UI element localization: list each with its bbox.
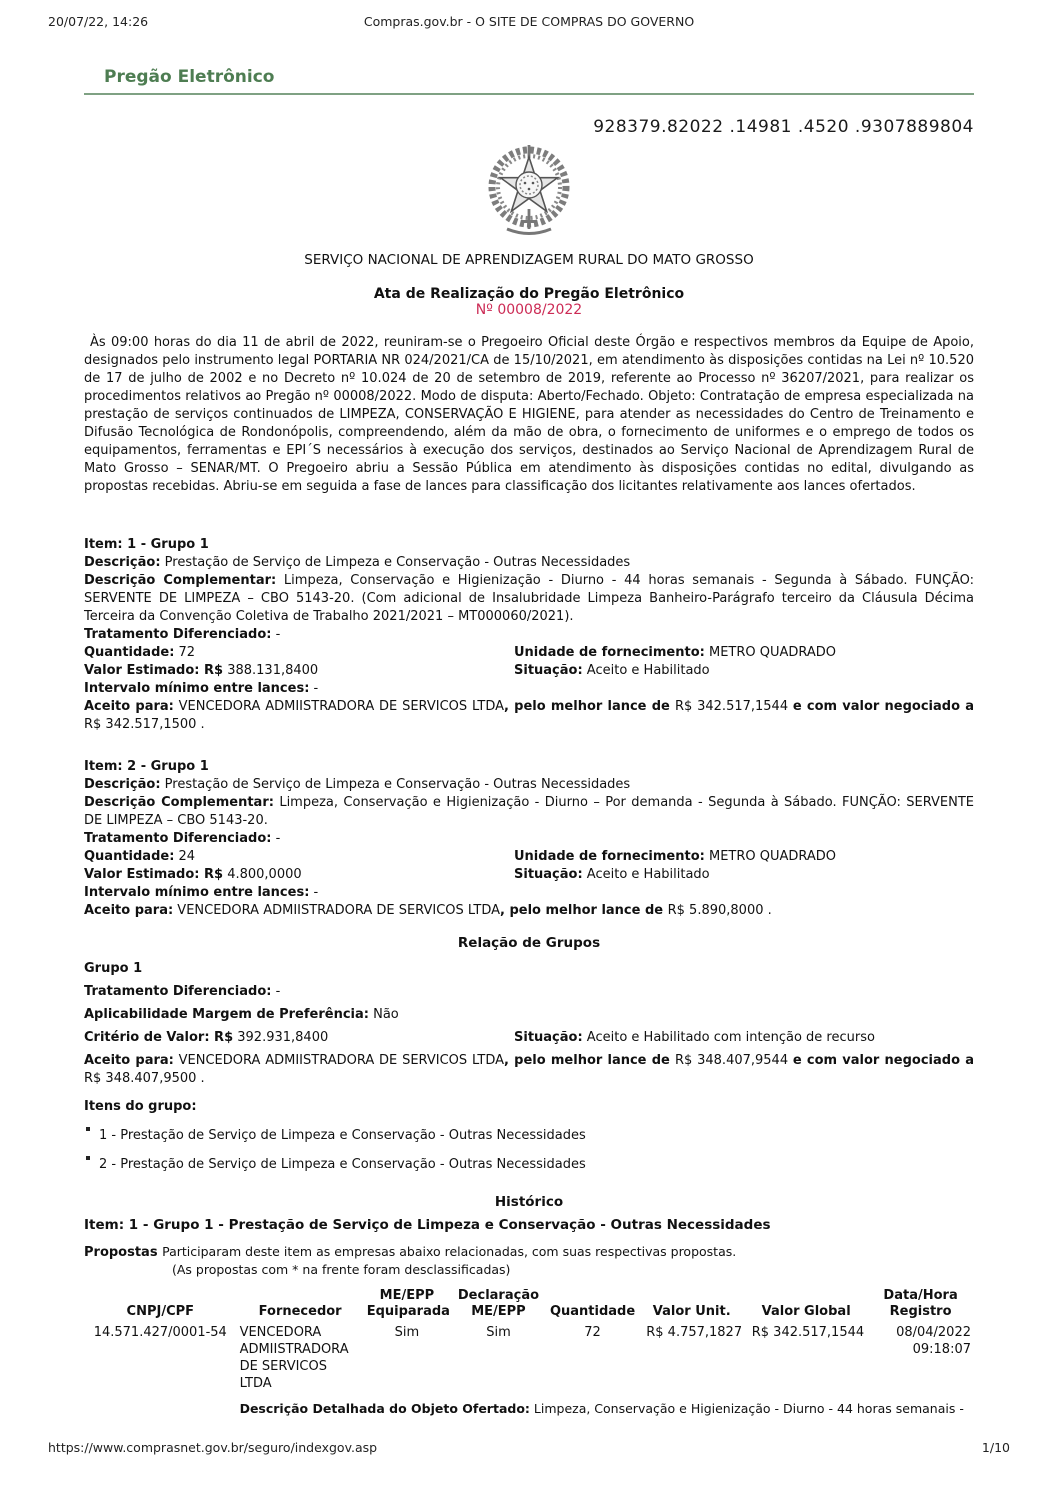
descricao-complementar-line [84,572,974,626]
unidade-label: Unidade de fornecimento: [514,849,705,864]
quantidade-line [84,644,514,662]
square-bullet-icon [86,1127,90,1131]
aceito-para-item-1 [84,698,974,734]
situacao-label: Situação: [514,663,583,678]
historico-heading: Histórico [494,1194,564,1210]
valor-estimado-value: 4.800,0000 [223,867,302,882]
criterio-line [84,1029,514,1047]
aceito-para-item-2 [84,902,974,920]
quantidade-line [84,848,514,866]
table-row [84,1322,974,1394]
cell-valor-global: R$ 342.517,1544 [751,1325,865,1340]
descricao-complementar-label: Descrição Complementar: [84,573,277,588]
aceito-label: Aceito para: [84,1053,174,1068]
cell-valor-unit: R$ 4.757,1827 [646,1325,743,1340]
cell-quantidade: 72 [584,1325,601,1340]
propostas-text: Participaram deste item as empresas abaixo relacionadas, com suas respectivas propostas. [162,1244,737,1259]
cell-empty [84,1394,237,1419]
cell-declaracao: Sim [486,1325,511,1340]
descricao-complementar-value: Limpeza, Conservação e Higienização - Diurno – Por demanda - Segunda à Sábado. FUNÇÃO: SERVENTE DE LIMPEZA – CBO 5143-20. [84,795,974,828]
lance-value: R$ 342.517,1544 [675,699,793,714]
aceito-company: VENCEDORA ADMIISTRADORA DE SERVICOS LTDA [173,1053,505,1068]
tratamento-line [84,626,974,644]
descricao-value: Prestação de Serviço de Limpeza e Conservação - Outras Necessidades [160,777,631,792]
criterio-label: Critério de Valor: R$ [84,1030,234,1045]
valor-negociado-label: e com valor negociado a [792,1053,974,1068]
intervalo-label: Intervalo mínimo entre lances: [84,885,310,900]
tratamento-value: - [271,831,281,846]
square-bullet-icon [86,1156,90,1160]
th-cnpj: CNPJ/CPF [126,1304,195,1319]
quantidade-label: Quantidade: [84,645,175,660]
print-footer [48,1440,1010,1455]
situacao-line [514,866,710,884]
intervalo-line [84,884,974,902]
footer-page-number: 1/10 [981,1440,1010,1455]
descricao-label: Descrição: [84,777,161,792]
situacao-value: Aceito e Habilitado [582,867,710,882]
itens-do-grupo-label: Itens do grupo: [84,1099,197,1114]
footer-url: https://www.comprasnet.gov.br/seguro/indexgov.asp [48,1440,378,1455]
propostas-table-header [84,1286,974,1322]
grupo-situacao-line [514,1029,875,1047]
cell-fornecedor: VENCEDORA ADMIISTRADORA DE SERVICOS LTDA [239,1325,349,1391]
descricao-line [84,776,974,794]
propostas-note: (As propostas com * na frente foram desclassificadas) [172,1262,511,1277]
melhor-lance-label: , pelo melhor lance de [504,1053,676,1068]
historico-item-heading: Item: 1 - Grupo 1 - Prestação de Serviço de Limpeza e Conservação - Outras Necessidades [84,1217,771,1233]
section-title-bar [84,67,974,95]
item-heading: Item: 1 - Grupo 1 [84,537,209,552]
fields-row [84,866,974,884]
valor-estimado-label: Valor Estimado: R$ [84,663,224,678]
situacao-line [514,662,710,680]
cell-me-epp: Sim [394,1325,420,1340]
propostas-table [84,1286,974,1419]
descricao-label: Descrição: [84,555,161,570]
print-datetime: 20/07/22, 14:26 [48,14,149,29]
margem-label: Aplicabilidade Margem de Preferência: [84,1007,369,1022]
descricao-complementar-value: Limpeza, Conservação e Higienização - Diurno - 44 horas semanais - Segunda à Sábado. FUNÇÃO: SERVENTE DE LIMPEZA – CBO 5143-20. (Com adicional de Insalubridade Limpeza Banheiro-Parágrafo terceiro da Cláusula Décima Terceira da Convenção Coletiva de Trabalho 2021/2021 – MT000060/2021). [84,573,974,624]
document-content [84,67,974,1419]
valor-estimado-label: Valor Estimado: R$ [84,867,224,882]
unidade-line [514,848,836,866]
lance-value: R$ 5.890,8000 . [667,903,772,918]
print-header [48,14,1010,31]
valor-negociado-label: e com valor negociado a [792,699,974,714]
unidade-value: METRO QUADRADO [704,849,837,864]
print-title: Compras.gov.br - O SITE DE COMPRAS DO GOVERNO [363,14,695,29]
situacao-value: Aceito e Habilitado com intenção de recurso [582,1030,875,1045]
valor-estimado-value: 388.131,8400 [223,663,319,678]
tratamento-value: - [271,984,281,999]
descricao-detalhada-label: Descrição Detalhada do Objeto Ofertado: [239,1401,530,1416]
aceito-company: VENCEDORA ADMIISTRADORA DE SERVICOS LTDA [173,903,500,918]
relacao-grupos-heading: Relação de Grupos [457,935,601,951]
th-data-hora: Data/Hora Registro [883,1288,958,1319]
cell-cnpj: 14.571.427/0001-54 [93,1325,227,1340]
aceito-label: Aceito para: [84,699,174,714]
fields-row [84,848,974,866]
melhor-lance-label: , pelo melhor lance de [504,699,676,714]
lance-value: R$ 348.407,9544 [675,1053,793,1068]
negociado-value: R$ 342.517,1500 . [84,717,205,732]
unidade-line [514,644,836,662]
tratamento-label: Tratamento Diferenciado: [84,984,272,999]
aceito-para-grupo [84,1052,974,1088]
fields-row [84,644,974,662]
org-name: SERVIÇO NACIONAL DE APRENDIZAGEM RURAL DO MATO GROSSO [304,252,754,268]
section-title: Pregão Eletrônico [104,67,275,87]
descricao-value: Prestação de Serviço de Limpeza e Conservação - Outras Necessidades [160,555,631,570]
propostas-line [84,1243,974,1261]
melhor-lance-label: , pelo melhor lance de [500,903,668,918]
th-me-epp: ME/EPP Equiparada [366,1288,450,1319]
quantidade-value: 72 [174,645,196,660]
th-quantidade: Quantidade [549,1304,636,1319]
th-valor-unit: Valor Unit. [652,1304,731,1319]
tratamento-label: Tratamento Diferenciado: [84,627,272,642]
descricao-detalhada-text: Limpeza, Conservação e Higienização - Diurno - 44 horas semanais - [529,1401,964,1416]
propostas-label: Propostas [84,1245,163,1260]
intervalo-line [84,680,974,698]
negociado-value: R$ 348.407,9500 . [84,1071,205,1086]
unidade-value: METRO QUADRADO [704,645,837,660]
grupo-item-text: 2 - Prestação de Serviço de Limpeza e Conservação - Outras Necessidades [99,1157,586,1172]
quantidade-value: 24 [174,849,196,864]
valor-estimado-line [84,866,514,884]
valor-estimado-line [84,662,514,680]
intervalo-value: - [309,885,319,900]
intro-paragraph: Às 09:00 horas do dia 11 de abril de 2022, reuniram-se o Pregoeiro Oficial deste Órgão e respectivos membros da Equipe de Apoio, designados pelo instrumento legal PORTARIA NR 024/2021/CA de 15/10/2021, em atendimento às disposições contidas na Lei nº 10.520 de 17 de julho de 2002 e no Decreto nº 10.024 de 20 de setembro de 2019, referente ao Processo nº 36207/2021, para realizar os procedimentos relativos ao Pregão nº 00008/2022. Modo de disputa: Aberto/Fechado. Objeto: Contratação de empresa especializada na prestação de serviços continuados de LIMPEZA, CONSERVAÇÃO E HIGIENE, para atender as necessidades do Centro de Treinamento e Difusão Tecnológica de Rondonópolis, compreendendo, além da mão de obra, o fornecimento de uniformes e o emprego de todos os equipamentos, ferramentas e EPI´S necessários à execução dos serviços, destinados ao Serviço Nacional de Aprendizagem Rural de Mato Grosso – SENAR/MT. O Pregoeiro abriu a Sessão Pública em atendimento às disposições contidas no edital, divulgando as propostas recebidas. Abriu-se em seguida a fase de lances para classificação dos licitantes relativamente aos lances ofertados. [84,335,974,494]
aceito-label: Aceito para: [84,903,174,918]
process-number: 928379.82022 .14981 .4520 .9307889804 [593,117,974,137]
table-detail-row [84,1394,974,1419]
quantidade-label: Quantidade: [84,849,175,864]
th-fornecedor: Fornecedor [258,1304,342,1319]
situacao-label: Situação: [514,867,583,882]
ata-number: Nº 00008/2022 [475,302,583,318]
descricao-complementar-label: Descrição Complementar: [84,795,274,810]
emblem-container [84,143,974,244]
cell-descricao-detalhada [237,1394,974,1419]
item-heading: Item: 2 - Grupo 1 [84,759,209,774]
tratamento-label: Tratamento Diferenciado: [84,831,272,846]
th-declaracao: Declaração ME/EPP [457,1288,540,1319]
fields-row [84,662,974,680]
grupo-title: Grupo 1 [84,961,143,976]
criterio-value: 392.931,8400 [233,1030,329,1045]
aceito-company: VENCEDORA ADMIISTRADORA DE SERVICOS LTDA [173,699,505,714]
ata-title: Ata de Realização do Pregão Eletrônico [373,286,685,302]
intervalo-label: Intervalo mínimo entre lances: [84,681,310,696]
item-1-block [84,536,974,698]
intervalo-value: - [309,681,319,696]
grupo-margem-line [84,1006,974,1024]
coat-of-arms-icon [477,143,581,240]
tratamento-line [84,830,974,848]
th-valor-global: Valor Global [761,1304,851,1319]
margem-value: Não [368,1007,399,1022]
grupo-item-1 [86,1127,974,1145]
item-2-block [84,758,974,902]
tratamento-value: - [271,627,281,642]
situacao-label: Situação: [514,1030,583,1045]
grupo-tratamento-line [84,983,974,1001]
grupo-item-text: 1 - Prestação de Serviço de Limpeza e Conservação - Outras Necessidades [99,1128,586,1143]
descricao-complementar-line [84,794,974,830]
descricao-line [84,554,974,572]
grupo-item-2 [86,1156,974,1174]
cell-data-hora: 08/04/2022 09:18:07 [896,1325,971,1357]
unidade-label: Unidade de fornecimento: [514,645,705,660]
situacao-value: Aceito e Habilitado [582,663,710,678]
fields-row [84,1024,974,1047]
